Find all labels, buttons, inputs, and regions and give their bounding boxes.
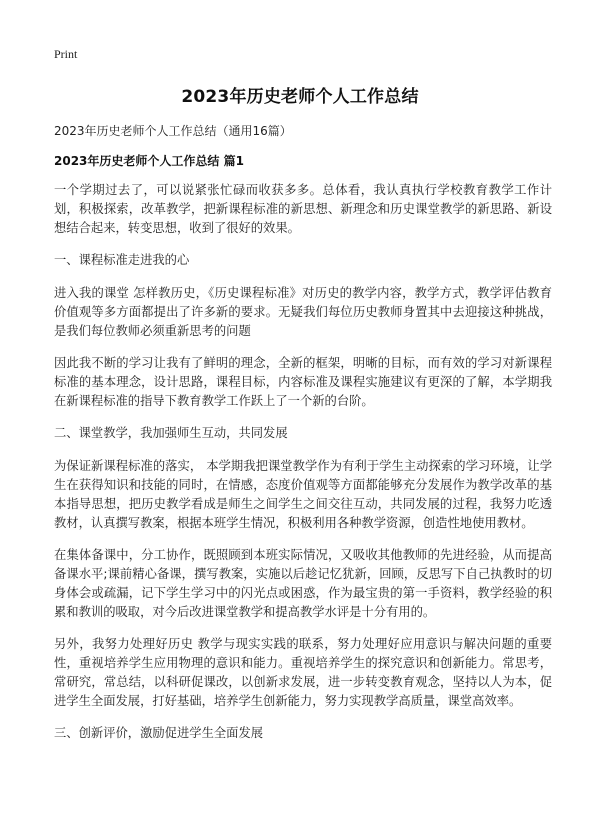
paragraph-2b: 在集体备课中，分工协作，既照顾到本班实际情况，又吸收其他教师的先进经验，从而提高备课水平;课前精心备课，撰写教案，实施以后趁记忆犹新，回顾，反思写下自己执教时的切身体会或疏漏，记下学生学习中的闪光点或困惑，作为最宝贵的第一手资料，教学经验的积累和教训的吸取，对今后改进课堂教学和提高教学水评是十分有用的。 bbox=[54, 548, 552, 619]
paragraph-2a: 为保证新课程标准的落实， 本学期我把课堂教学作为有利于学生主动探索的学习环境，让学生在获得知识和技能的同时，在情感，态度价值观等方面都能够充分发展作为教学改革的基本指导思想，把历史教学看成是师生之间学生之间交往互动，共同发展的过程，我努力吃透教材，认真撰写教案，根据本班学生情况，积极利用各种教学资源，创造性地使用教材。 bbox=[54, 459, 552, 530]
paragraph-intro: 一个学期过去了，可以说紧张忙碌而收获多多。总体看，我认真执行学校教育教学工作计划，积极探索，改革教学，把新课程标准的新思想、新理念和历史课堂教学的新思路、新设想结合起来，转变思想，收到了很好的效果。 bbox=[54, 183, 552, 235]
paragraph-2c: 另外，我努力处理好历史 教学与现实实践的联系，努力处理好应用意识与解决问题的重要性，重视培养学生应用物理的意识和能力。重视培养学生的探究意识和创新能力。常思考，常研究，常总结，以科研促课改，以创新求发展，进一步转变教育观念，坚持以人为本，促进学生全面发展，打好基础，培养学生创新能力，努力实现教学高质量，课堂高效率。 bbox=[54, 637, 552, 708]
document-title: 2023年历史老师个人工作总结 bbox=[181, 87, 419, 107]
paragraph-1a: 进入我的课堂 怎样教历史，《历史课程标准》对历史的教学内容，教学方式，教学评估教育价值观等多方面都提出了许多新的要求。无疑我们每位历史教师身置其中去迎接这种挑战，是我们每位教师必须重新思考的问题 bbox=[54, 286, 552, 338]
section-heading: 2023年历史老师个人工作总结 篇1 bbox=[54, 154, 244, 168]
subheading-2: 二、课堂教学，我加强师生互动，共同发展 bbox=[54, 426, 288, 440]
document-subtitle: 2023年历史老师个人工作总结（通用16篇） bbox=[54, 124, 292, 138]
paragraph-1b: 因此我不断的学习让我有了鲜明的理念，全新的框架，明晰的目标，而有效的学习对新课程标准的基本理念，设计思路，课程目标，内容标准及课程实施建议有更深的了解，本学期我在新课程标准的指导下教育教学工作跃上了一个新的台阶。 bbox=[54, 356, 552, 408]
print-label[interactable]: Print bbox=[54, 47, 78, 61]
subheading-3: 三、创新评价，激励促进学生全面发展 bbox=[54, 726, 264, 740]
subheading-1: 一、课程标准走进我的心 bbox=[54, 253, 190, 267]
document-body bbox=[54, 181, 552, 757]
